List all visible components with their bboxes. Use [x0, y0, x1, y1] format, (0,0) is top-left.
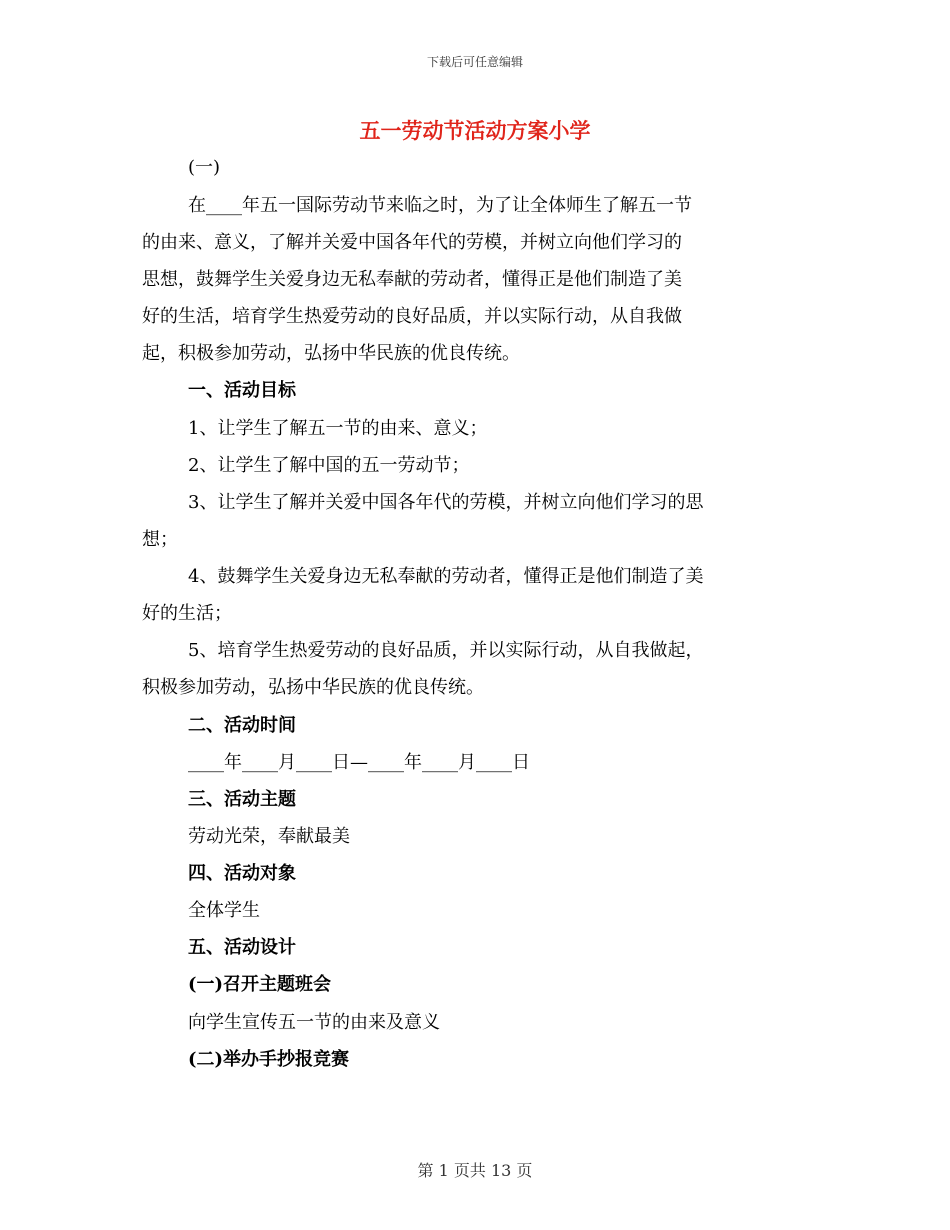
design-1-heading: (一)召开主题班会 — [188, 974, 332, 995]
page-number: 第 1 页共 13 页 — [417, 1161, 533, 1180]
intro-line: 在____年五一国际劳动节来临之时，为了让全体师生了解五一节 — [188, 195, 692, 216]
goal-item: 4、鼓舞学生关爱身边无私奉献的劳动者，懂得正是他们制造了美 — [188, 566, 704, 587]
intro-line: 起，积极参加劳动，弘扬中华民族的优良传统。 — [142, 343, 520, 364]
goal-item: 1、让学生了解五一节的由来、意义； — [188, 418, 488, 439]
intro-line: 的由来、意义，了解并关爱中国各年代的劳模，并树立向他们学习的 — [142, 232, 682, 253]
time-heading: 二、活动时间 — [188, 715, 296, 736]
target-value: 全体学生 — [188, 900, 260, 921]
goal-item: 积极参加劳动，弘扬中华民族的优良传统。 — [142, 677, 484, 698]
goal-item: 5、培育学生热爱劳动的良好品质，并以实际行动，从自我做起， — [188, 640, 704, 661]
header-note: 下载后可任意编辑 — [426, 55, 523, 69]
goal-item: 好的生活； — [142, 603, 232, 624]
goal-item: 想； — [142, 529, 178, 550]
design-1-value: 向学生宣传五一节的由来及意义 — [188, 1012, 440, 1033]
section-marker: (一) — [188, 157, 221, 178]
target-heading: 四、活动对象 — [188, 863, 296, 884]
intro-line: 思想，鼓舞学生关爱身边无私奉献的劳动者，懂得正是他们制造了美 — [142, 269, 682, 290]
goal-item: 2、让学生了解中国的五一劳动节； — [188, 455, 470, 476]
theme-value: 劳动光荣，奉献最美 — [188, 826, 350, 847]
design-heading: 五、活动设计 — [188, 937, 296, 958]
design-2-heading: (二)举办手抄报竞赛 — [188, 1049, 350, 1070]
intro-line: 好的生活，培育学生热爱劳动的良好品质，并以实际行动，从自我做 — [142, 306, 682, 327]
theme-heading: 三、活动主题 — [188, 789, 296, 810]
time-value: ____年____月____日—____年____月____日 — [188, 752, 530, 773]
goal-item: 3、让学生了解并关爱中国各年代的劳模，并树立向他们学习的思 — [188, 492, 704, 513]
goals-heading: 一、活动目标 — [188, 380, 296, 401]
document-title: 五一劳动节活动方案小学 — [359, 118, 591, 143]
